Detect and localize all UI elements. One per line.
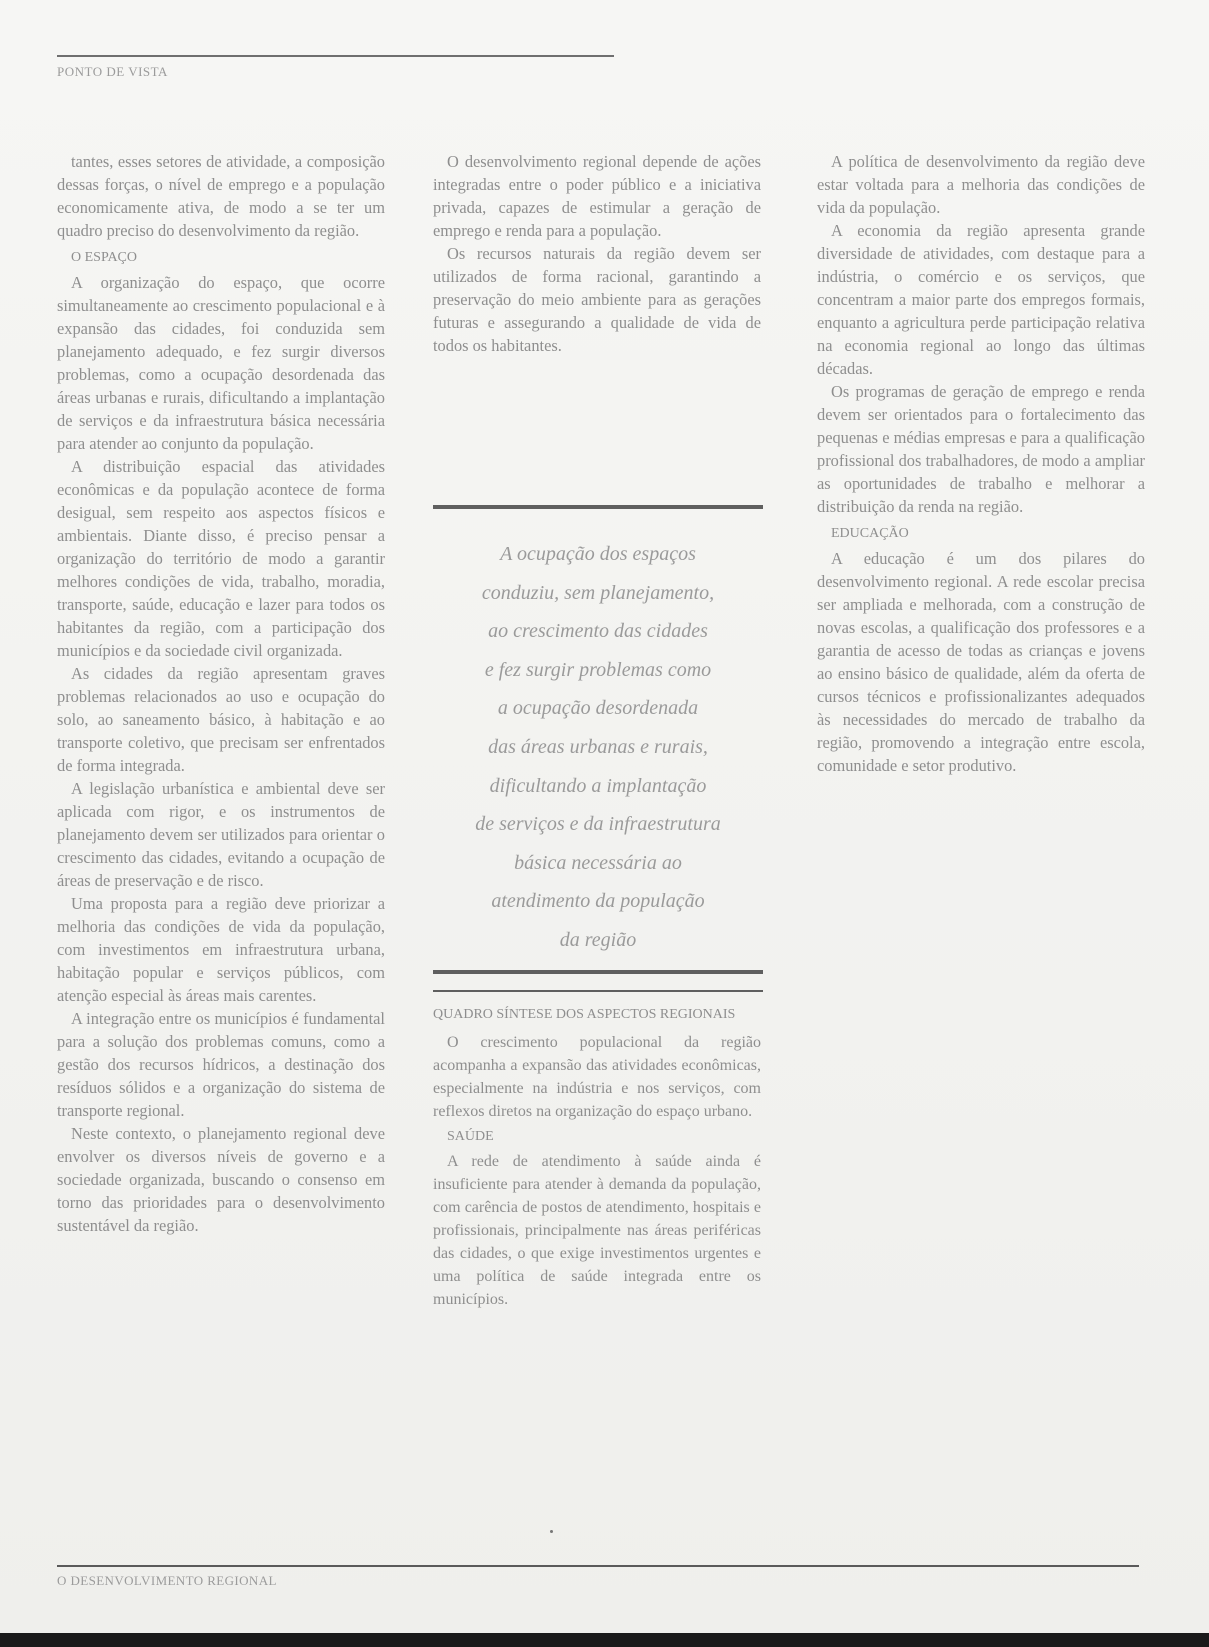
subheading: EDUCAÇÃO (831, 526, 909, 541)
paragraph: A organização do espaço, que ocorre simultaneamente ao crescimento populacional e à expansão das cidades, foi conduzida sem planejamento adequado, e fez surgir diversos problemas, como a ocupação desordenada das áreas urbanas e rurais, dificultando a implantação de serviços e da infraestrutura básica necessária para atender ao conjunto da população. (57, 273, 385, 453)
paragraph: A economia da região apresenta grande diversidade de atividades, com destaque para a indústria, o comércio e os serviços, que concentram a maior parte dos empregos formais, enquanto a agricultura perde participação relativa na economia regional ao longo das últimas décadas. (817, 221, 1145, 378)
scan-speck (550, 1530, 553, 1533)
pullquote-line: A ocupação dos espaços (500, 543, 696, 565)
sidebar-title: QUADRO SÍNTESE DOS ASPECTOS REGIONAIS (433, 1007, 736, 1022)
paragraph: Uma proposta para a região deve priorizar a melhoria das condições de vida da população, com investimentos em infraestrutura urbana, habitação popular e serviços públicos, com atenção especial às áreas mais carentes. (57, 894, 385, 1005)
subheading: O ESPAÇO (71, 250, 138, 265)
pullquote-line: dificultando a implantação (489, 774, 707, 797)
paragraph: A legislação urbanística e ambiental deve ser aplicada com rigor, e os instrumentos de planejamento devem ser utilizados para orientar o crescimento das cidades, evitando a ocupação de áreas de preservação e de risco. (57, 779, 385, 890)
pull-quote (433, 535, 763, 955)
footer-label: O DESENVOLVIMENTO REGIONAL (57, 1573, 277, 1588)
footer-rule (57, 1565, 1139, 1567)
pullquote-line: conduziu, sem planejamento, (481, 581, 715, 604)
paragraph: O desenvolvimento regional depende de ações integradas entre o poder público e a iniciativa privada, capazes de estimular a geração de emprego e renda para a população. (433, 152, 761, 240)
sidebar-box (433, 1005, 761, 1505)
paragraph: O crescimento populacional da região acompanha a expansão das atividades econômicas, especialmente na indústria e nos serviços, com reflexos diretos na organização do espaço urbano. (433, 1034, 761, 1120)
sidebar-rule (433, 990, 763, 992)
paragraph: A educação é um dos pilares do desenvolvimento regional. A rede escolar precisa ser ampliada e melhorada, com a construção de novas escolas, a qualificação dos professores e a garantia de acesso de todas as crianças e jovens ao ensino básico de qualidade, além da oferta de cursos técnicos e profissionalizantes adequados às necessidades do mercado de trabalho da região, promovendo a integração entre escola, comunidade e setor produtivo. (817, 549, 1145, 775)
paragraph: A rede de atendimento à saúde ainda é insuficiente para atender à demanda da população, com carência de postos de atendimento, hospitais e profissionais, principalmente nas áreas periféricas das cidades, o que exige investimentos urgentes e uma política de saúde integrada entre os municípios. (433, 1153, 761, 1308)
header-rule (57, 55, 614, 57)
paragraph: A distribuição espacial das atividades econômicas e da população acontece de forma desigual, sem respeito aos aspectos físicos e ambientais. Diante disso, é preciso pensar a organização do território de modo a garantir melhores condições de vida, trabalho, moradia, transporte, saúde, educação e lazer para todos os habitantes da região, com a participação dos municípios e da sociedade civil organizada. (57, 457, 385, 660)
paragraph: A política de desenvolvimento da região deve estar voltada para a melhoria das condições de vida da população. (817, 152, 1145, 217)
pullquote-line: das áreas urbanas e rurais, (488, 735, 708, 758)
pullquote-bottom-rule (433, 970, 763, 974)
paragraph: As cidades da região apresentam graves problemas relacionados ao uso e ocupação do solo, ao saneamento básico, à habitação e ao transporte coletivo, que precisam ser enfrentados de forma integrada. (57, 664, 385, 775)
paragraph: Os programas de geração de emprego e renda devem ser orientados para o fortalecimento das pequenas e médias empresas e para a qualificação profissional dos trabalhadores, de modo a ampliar as oportunidades de trabalho e melhorar a distribuição da renda na região. (817, 382, 1145, 516)
scan-edge (0, 1633, 1209, 1647)
paragraph: Os recursos naturais da região devem ser utilizados de forma racional, garantindo a preservação do meio ambiente para as gerações futuras e assegurando a qualidade de vida de todos os habitantes. (433, 244, 761, 355)
article-column-2 (433, 150, 761, 470)
section-label: PONTO DE VISTA (57, 64, 168, 79)
pullquote-line: ao crescimento das cidades (488, 620, 708, 643)
pullquote-line: e fez surgir problemas como (484, 658, 712, 681)
article-column-1 (57, 150, 385, 1510)
pullquote-top-rule (433, 505, 763, 509)
paragraph: tantes, esses setores de atividade, a composição dessas forças, o nível de emprego e a população economicamente ativa, de modo a se ter um quadro preciso do desenvolvimento da região. (57, 152, 385, 240)
paragraph: A integração entre os municípios é fundamental para a solução dos problemas comuns, como a gestão dos recursos hídricos, a destinação dos resíduos sólidos e a organização do sistema de transporte regional. (57, 1009, 385, 1120)
pullquote-line: básica necessária ao (514, 851, 682, 874)
pullquote-line: de serviços e da infraestrutura (475, 813, 721, 836)
article-column-3 (817, 150, 1145, 1515)
paragraph: Neste contexto, o planejamento regional deve envolver os diversos níveis de governo e a sociedade organizada, buscando o consenso em torno das prioridades para o desenvolvimento sustentável da região. (57, 1124, 385, 1235)
pullquote-line: a ocupação desordenada (497, 697, 699, 720)
pullquote-line: da região (559, 928, 637, 951)
pullquote-line: atendimento da população (491, 890, 705, 913)
subheading: SAÚDE (447, 1129, 494, 1144)
